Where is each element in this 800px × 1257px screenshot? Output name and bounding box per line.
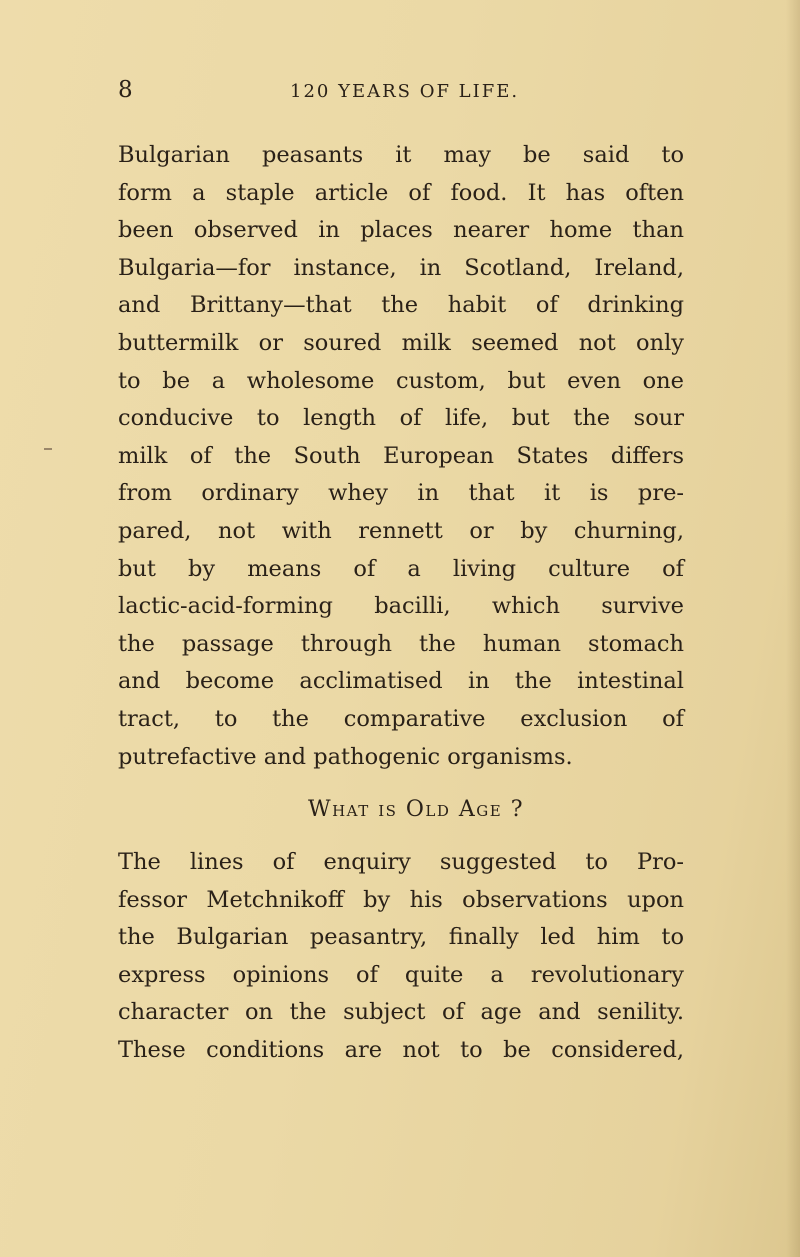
text-line: fessor Metchnikoff by his observations upon <box>118 886 684 913</box>
margin-mark <box>44 448 52 450</box>
text-line: but by means of a living culture of <box>118 555 684 582</box>
text-line: to be a wholesome custom, but even one <box>118 367 684 394</box>
text-line: Bulgarian peasants it may be said to <box>118 142 684 168</box>
text-line: been observed in places nearer home than <box>118 217 684 244</box>
text-line: The lines of enquiry suggested to Pro- <box>118 849 684 876</box>
text-line: buttermilk or soured milk seemed not only <box>118 329 684 356</box>
text-line: and Brittany—that the habit of drinking <box>118 292 684 319</box>
text-line: Bulgaria—for instance, in Scotland, Ireland, <box>118 254 684 281</box>
page-number: 8 <box>118 77 134 103</box>
text-line: the passage through the human stomach <box>118 630 684 657</box>
text-line: lactic-acid-forming bacilli, which survive <box>118 593 684 620</box>
text-line: milk of the South European States differs <box>118 442 684 469</box>
text-line: tract, to the comparative exclusion of <box>118 705 684 732</box>
text-line: These conditions are not to be considered, <box>118 1037 684 1064</box>
running-title: 120 YEARS OF LIFE. <box>290 81 520 102</box>
running-head <box>0 77 800 117</box>
body-text <box>118 137 684 1070</box>
text-line: pared, not with rennett or by churning, <box>118 517 684 544</box>
text-line: character on the subject of age and senility. <box>118 999 684 1026</box>
page-edge-shadow <box>786 0 800 1257</box>
section-heading: What is Old Age ? <box>307 797 525 823</box>
text-line: the Bulgarian peasantry, finally led him to <box>118 924 684 951</box>
text-line: express opinions of quite a revolutionary <box>118 961 684 988</box>
text-line: form a staple article of food. It has often <box>118 179 684 206</box>
text-line: conducive to length of life, but the sour <box>118 405 684 432</box>
text-line: from ordinary whey in that it is pre- <box>118 480 684 507</box>
text-line: putrefactive and pathogenic organisms. <box>118 743 573 770</box>
text-line: and become acclimatised in the intestinal <box>118 668 684 695</box>
